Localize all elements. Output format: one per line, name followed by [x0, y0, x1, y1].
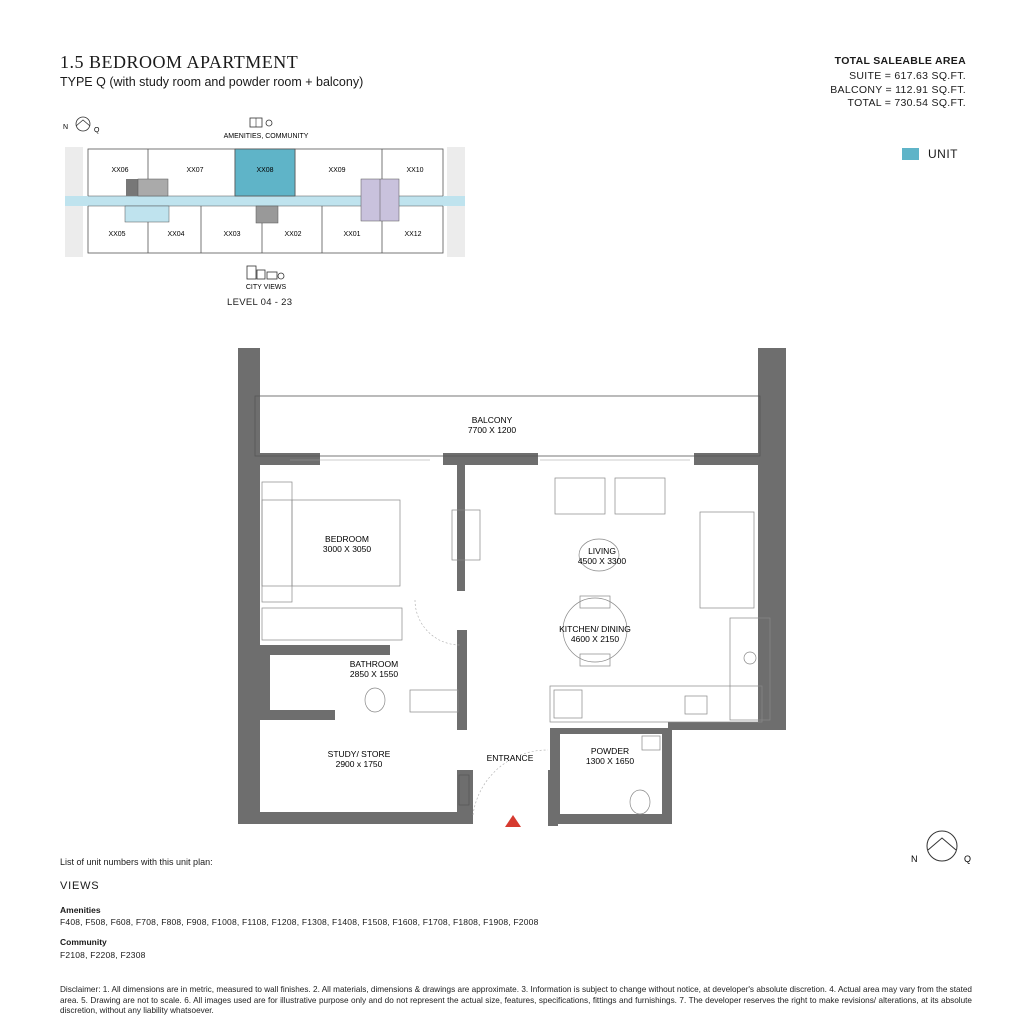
kitchen-dims: 4600 X 2150 [570, 634, 620, 644]
group-units-community: F2108, F2208, F2308 [60, 950, 146, 960]
page-title: 1.5 BEDROOM APARTMENT [60, 52, 299, 72]
legend-label: UNIT [928, 147, 958, 161]
group-name-community: Community [60, 937, 107, 947]
keyplan-unit-bottom-4: XX01 [343, 231, 361, 238]
level-label: LEVEL 04 - 23 [227, 297, 293, 308]
group-units-amenities: F408, F508, F608, F708, F808, F908, F1008, F1108, F1208, F1308, F1408, F1508, F1608, F1708, F1808, F1908, F2008 [60, 917, 539, 927]
kitchen-name: KITCHEN/ DINING [559, 624, 631, 634]
keyplan-unit-top-4: XX10 [406, 167, 424, 174]
floor-plan [230, 340, 800, 840]
study-dims: 2900 x 1750 [335, 759, 383, 769]
area-heading: TOTAL SALEABLE AREA [834, 55, 966, 67]
keyplan-unit-top-1: XX07 [186, 167, 204, 174]
keyplan-unit-top-0: XX06 [111, 167, 129, 174]
plan-compass-q: Q [964, 854, 972, 864]
plan-compass-n: N [911, 854, 918, 864]
plan-compass-icon [905, 828, 980, 868]
legend-swatch [902, 148, 919, 160]
bathroom-dims: 2850 X 1550 [349, 669, 399, 679]
bedroom-dims: 3000 X 3050 [322, 544, 372, 554]
bedroom-name: BEDROOM [325, 534, 369, 544]
keyplan-unit-top-2: XX08 [256, 167, 274, 174]
keyplan-unit-bottom-2: XX03 [223, 231, 241, 238]
keyplan-unit-bottom-3: XX02 [284, 231, 302, 238]
keyplan-bottom-label: CITY VIEWS [245, 284, 287, 291]
living-dims: 4500 X 3300 [577, 556, 627, 566]
powder-name: POWDER [590, 746, 630, 756]
area-suite: SUITE = 617.63 SQ.FT. [849, 70, 966, 82]
page-subtitle: TYPE Q (with study room and powder room + balcony) [60, 75, 364, 89]
balcony-dims: 7700 X 1200 [467, 425, 517, 435]
keyplan-compass-icon [76, 117, 90, 131]
views-heading: VIEWS [60, 880, 100, 892]
key-plan [55, 112, 475, 312]
amenities-icon [250, 118, 272, 127]
powder-dims: 1300 X 1650 [585, 756, 635, 766]
balcony-name: BALCONY [471, 415, 513, 425]
entrance-arrow-icon [505, 815, 521, 827]
keyplan-unit-top-3: XX09 [328, 167, 346, 174]
area-balcony: BALCONY = 112.91 SQ.FT. [830, 84, 966, 96]
keyplan-unit-bottom-5: XX12 [404, 231, 422, 238]
keyplan-unit-bottom-1: XX04 [167, 231, 185, 238]
bathroom-name: BATHROOM [349, 659, 399, 669]
keyplan-top-label: AMENITIES, COMMUNITY [223, 133, 309, 140]
keyplan-compass-n: N [63, 124, 69, 131]
living-name: LIVING [588, 546, 616, 556]
study-name: STUDY/ STORE [327, 749, 391, 759]
disclaimer: Disclaimer: 1. All dimensions are in metric, measured to wall finishes. 2. All materials, dimensions & drawings are approximate. 3. Information is subject to change without notice, at developer's absolute discretion. 4. Actual area may vary from the stated area. 5. Drawing are not to scale. 6. All images used are for illustrative purpose only and do not represent the actual size, features, specifications, fittings and furnishings. 7. The developer reserves the right to make revisions/ alterations, at its absolute discretion, without any liability whatsoever. [60, 985, 972, 1015]
keyplan-unit-bottom-0: XX05 [108, 231, 126, 238]
keyplan-compass-q: Q [94, 127, 100, 134]
entrance-label: ENTRANCE [486, 753, 534, 763]
units-list-title: List of unit numbers with this unit plan: [60, 857, 213, 867]
area-total: TOTAL = 730.54 SQ.FT. [847, 97, 966, 109]
group-name-amenities: Amenities [60, 905, 101, 915]
city-views-icon [247, 266, 284, 279]
